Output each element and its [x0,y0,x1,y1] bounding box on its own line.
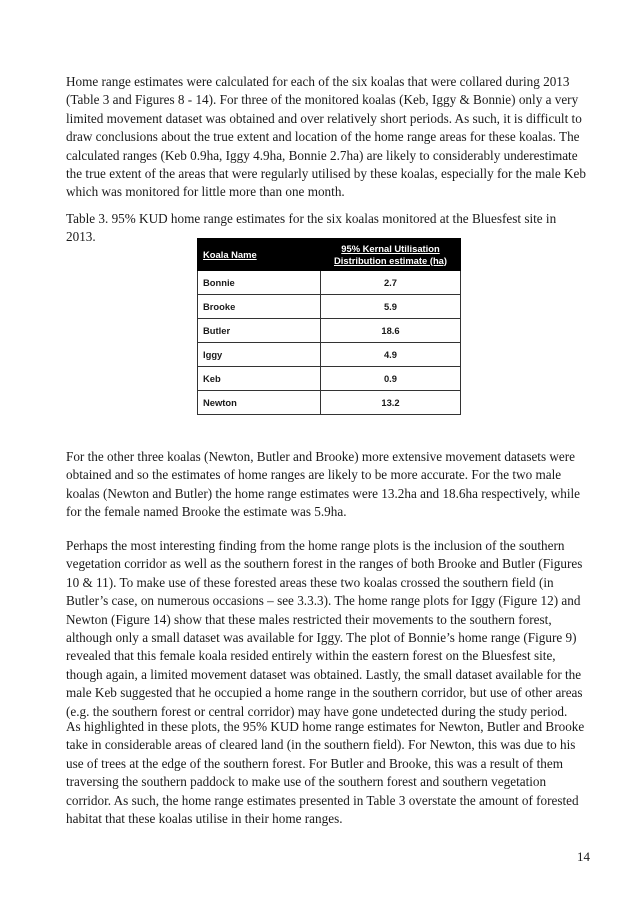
table-header-row [198,239,461,271]
header-kud-line1: 95% Kernal Utilisation [341,242,440,254]
header-kud-line2: Distribution estimate (ha) [333,254,448,266]
table-row [198,391,461,415]
table-row [198,367,461,391]
estimate-cell: 0.9 [321,367,461,391]
table-row [198,343,461,367]
koala-name-cell: Newton [198,391,321,415]
koala-name-cell: Iggy [198,343,321,367]
table-row [198,319,461,343]
estimate-cell: 13.2 [321,391,461,415]
table-row [198,271,461,295]
paragraph-home-range-intro: Home range estimates were calculated for each of the six koalas that were collared during 2013 (Table 3 and Figures 8 - 14). For three of the monitored koalas (Keb, Iggy & Bonnie) only a very limited movement dataset was obtained and over relatively short periods. As such, it is difficult to draw conclusions about the true extent and location of the home range areas for these koalas. The calculated ranges (Keb 0.9ha, Iggy 4.9ha, Bonnie 2.7ha) are likely to considerably underestimate the true extent of the areas that were regularly utilised by these koalas, especially for the male Keb which was monitored for little more than one month. [66,74,586,200]
table-caption: Table 3. 95% KUD home range estimates for the six koalas monitored at the Bluesfest site in 2013. [66,211,557,245]
koala-name-cell: Keb [198,367,321,391]
koala-name-cell: Bonnie [198,271,321,295]
paragraph-other-koalas: For the other three koalas (Newton, Butler and Brooke) more extensive movement datasets were obtained and so the estimates of home ranges are likely to be more accurate. For the two male koalas (Newton and Butler) the home range estimates were 13.2ha and 18.6ha respectively, while for the female named Brooke the estimate was 5.9ha. [66,449,581,520]
estimate-cell: 2.7 [321,271,461,295]
estimate-cell: 5.9 [321,295,461,319]
header-kud-estimate [321,239,461,271]
table-row [198,295,461,319]
estimate-cell: 4.9 [321,343,461,367]
koala-name-cell: Butler [198,319,321,343]
header-koala-name: Koala Name [198,239,321,271]
estimate-cell: 18.6 [321,319,461,343]
page-number: 14 [577,849,590,864]
koala-name-cell: Brooke [198,295,321,319]
paragraph-cleared-land: As highlighted in these plots, the 95% KUD home range estimates for Newton, Butler and Brooke take in considerable areas of cleared land (in the southern field). For Newton, this was due to his use of trees at the edge of the southern forest. For Butler and Brooke, this was a result of them traversing the southern paddock to make use of the southern forest and southern vegetation corridor. As such, the home range estimates presented in Table 3 overstate the amount of forested habitat that these koalas utilise in their home ranges. [66,719,585,827]
home-range-table [197,238,461,415]
paragraph-interesting-finding: Perhaps the most interesting finding from the home range plots is the inclusion of the southern vegetation corridor as well as the southern forest in the ranges of both Brooke and Butler (Figures 10 & 11). To make use of these forested areas these two koalas crossed the southern field (in Butler’s case, on numerous occasions – see 3.3.3). The home range plots for Iggy (Figure 12) and Newton (Figure 14) show that these males restricted their movements to the southern forest, although only a small dataset was available for Iggy. The plot of Bonnie’s home range (Figure 9) revealed that this female koala resided entirely within the eastern forest on the Bluesfest site, though again, a limited movement dataset was obtained. Lastly, the small dataset available for the male Keb suggested that he occupied a home range in the southern corridor, but use of other areas (e.g. the southern forest or central corridor) may have gone undetected during the study period. [66,538,583,719]
